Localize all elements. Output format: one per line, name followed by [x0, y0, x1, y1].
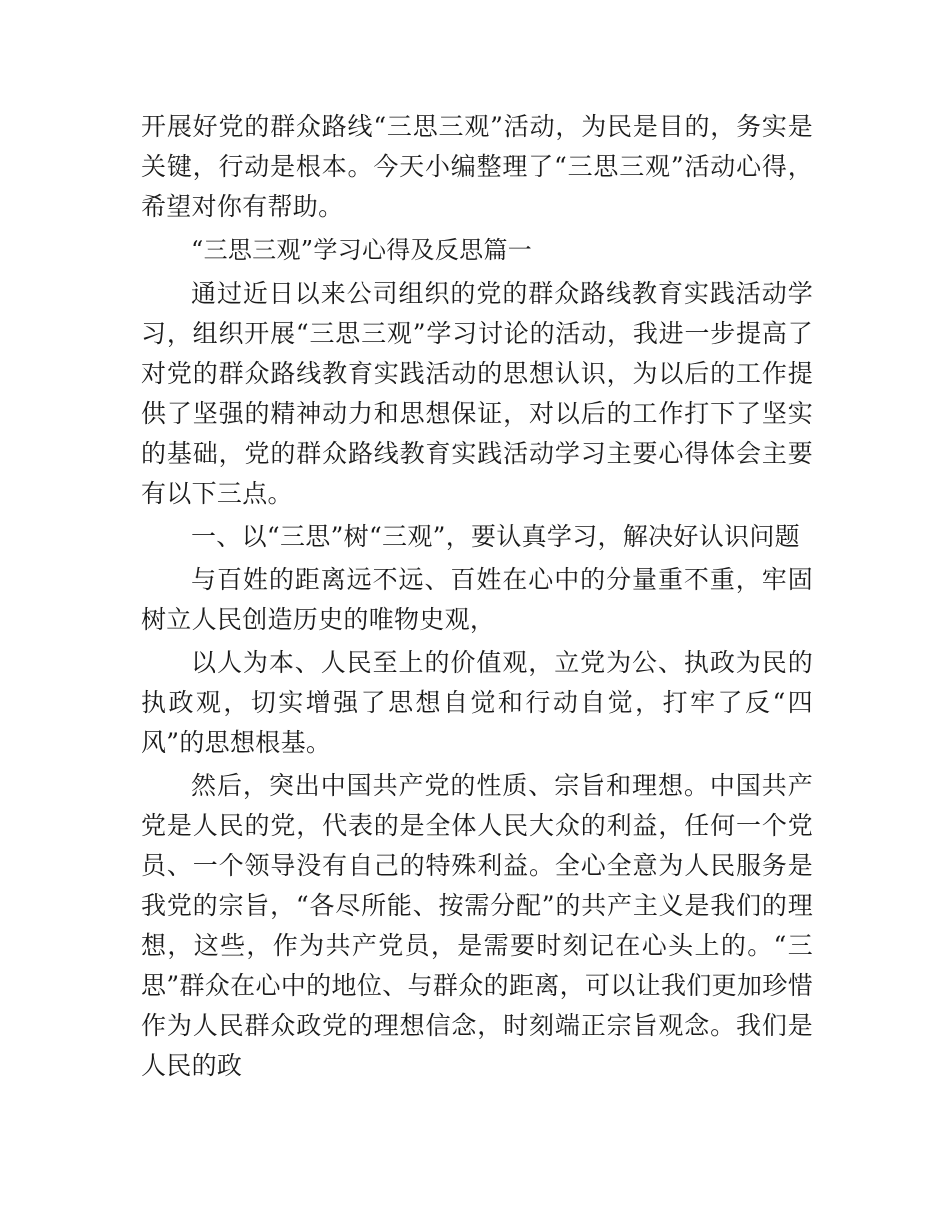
section-heading-1: 一、以“三思”树“三观”，要认真学习，解决好认识问题	[191, 522, 800, 551]
document-page	[141, 107, 813, 1089]
body-paragraph-2: 与百姓的距离远不远、百姓在心中的分量重不重，牢固树立人民创造历史的唯物史观，	[141, 565, 813, 634]
body-paragraph-1: 通过近日以来公司组织的党的群众路线教育实践活动学习，组织开展“三思三观”学习讨论的活动，我进一步提高了对党的群众路线教育实践活动的思想认识，为以后的工作提供了坚强的精神动力和思想保证，对以后的工作打下了坚实的基础，党的群众路线教育实践活动学习主要心得体会主要有以下三点。	[141, 279, 813, 508]
section-subtitle: “三思三观”学习心得及反思篇一	[191, 236, 533, 264]
body-paragraph-3: 以人为本、人民至上的价值观，立党为公、执政为民的执政观，切实增强了思想自觉和行动自觉，打牢了反“四风”的思想根基。	[141, 648, 813, 757]
body-paragraph-4: 然后，突出中国共产党的性质、宗旨和理想。中国共产党是人民的党，代表的是全体人民大众的利益，任何一个党员、一个领导没有自己的特殊利益。全心全意为人民服务是我党的宗旨，“各尽所能、按需分配”的共产主义是我们的理想，这些，作为共产党员，是需要时刻记在心头上的。“三思”群众在心中的地位、与群众的距离，可以让我们更加珍惜作为人民群众政党的理想信念，时刻端正宗旨观念。我们是人民的政	[141, 771, 813, 1080]
intro-paragraph: 开展好党的群众路线“三思三观”活动，为民是目的，务实是关键，行动是根本。今天小编整理了“三思三观”活动心得，希望对你有帮助。	[141, 112, 813, 221]
